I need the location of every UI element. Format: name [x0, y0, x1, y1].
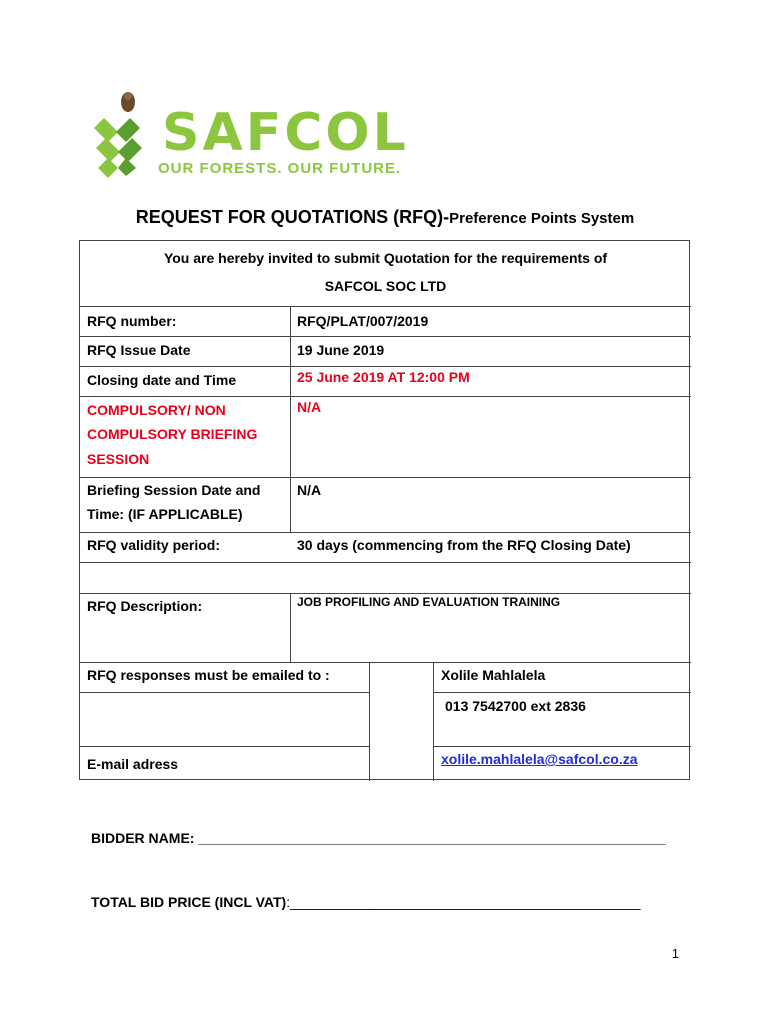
briefing-label-2: COMPULSORY BRIEFING: [87, 426, 258, 442]
issue-date-value: 19 June 2019: [297, 342, 385, 358]
svg-text:SAFCOL: SAFCOL: [162, 103, 408, 163]
title-main: REQUEST FOR QUOTATIONS (RFQ)-: [135, 207, 450, 227]
bidder-name-field[interactable]: BIDDER NAME: ____________________________________________________________: [91, 830, 666, 846]
logo-tagline: OUR FORESTS. OUR FUTURE.: [158, 160, 402, 177]
email-link[interactable]: xolile.mahlalela@safcol.co.za: [441, 751, 638, 767]
briefing-date-value: N/A: [297, 482, 322, 498]
briefing-value: N/A: [297, 399, 322, 415]
total-bid-price-line: :_____________________________________________: [286, 894, 641, 910]
validity-value: 30 days (commencing from the RFQ Closing Date): [297, 537, 631, 553]
safcol-logo: [88, 86, 408, 186]
briefing-date-label-2: Time: (IF APPLICABLE): [87, 506, 243, 522]
responses-label: RFQ responses must be emailed to :: [87, 667, 330, 683]
rfq-table: [79, 240, 690, 780]
total-bid-price-field[interactable]: [91, 894, 641, 910]
validity-label: RFQ validity period:: [87, 537, 221, 553]
total-bid-price-label: TOTAL BID PRICE (INCL VAT): [91, 894, 287, 910]
issue-date-label: RFQ Issue Date: [87, 342, 191, 358]
title-sub: Preference Points System: [449, 210, 635, 227]
email-label: E-mail adress: [87, 756, 179, 772]
document-title: [0, 207, 770, 228]
contact-phone: 013 7542700 ext 2836: [445, 698, 586, 714]
briefing-label-3: SESSION: [87, 451, 150, 467]
closing-label: Closing date and Time: [87, 372, 237, 388]
contact-name: Xolile Mahlalela: [441, 667, 546, 683]
briefing-date-label-1: Briefing Session Date and: [87, 482, 261, 498]
description-value: JOB PROFILING AND EVALUATION TRAINING: [297, 595, 561, 609]
rfq-number-value: RFQ/PLAT/007/2019: [297, 313, 429, 329]
page-number: 1: [671, 946, 679, 961]
invite-line-2: SAFCOL SOC LTD: [324, 278, 447, 294]
rfq-number-label: RFQ number:: [87, 313, 177, 329]
closing-value: 25 June 2019 AT 12:00 PM: [297, 369, 470, 385]
invite-line-1: You are hereby invited to submit Quotation for the requirements of: [163, 250, 608, 266]
briefing-label-1: COMPULSORY/ NON: [87, 402, 226, 418]
description-label: RFQ Description:: [87, 598, 203, 614]
